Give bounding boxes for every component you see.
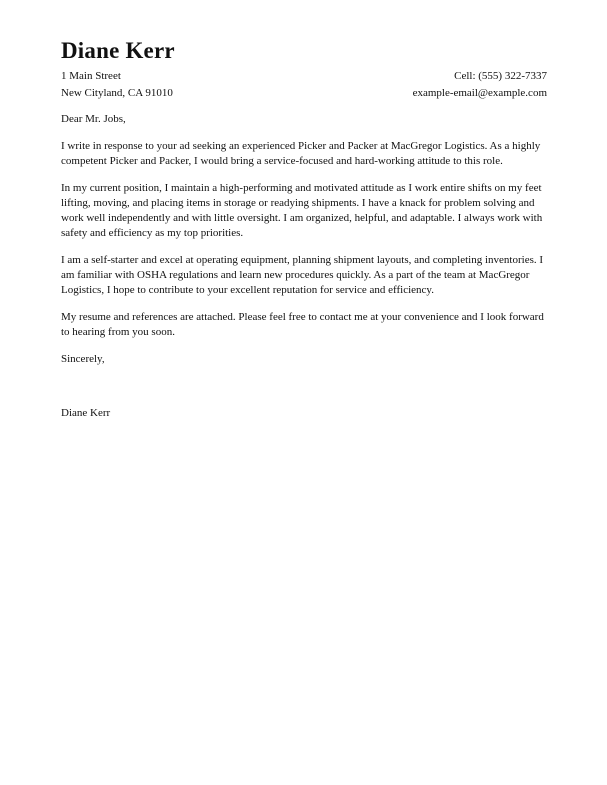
- email-address: example-email@example.com: [412, 87, 547, 99]
- phone-number: Cell: (555) 322-7337: [454, 70, 547, 82]
- paragraph-current-position: In my current position, I maintain a high-performing and motivated attitude as I work entire shifts on my feet lifting, moving, and placing items in storage or readying shipments. I have a knack for problem solving and work well independently and with little oversight. I am organized, helpful, and adaptable. I always work with safety and efficiency as my top priorities.: [61, 182, 543, 239]
- salutation: Dear Mr. Jobs,: [61, 113, 126, 125]
- address-line-2: New Cityland, CA 91010: [61, 87, 173, 99]
- cover-letter-page: [61, 38, 547, 419]
- signature: Diane Kerr: [61, 407, 111, 419]
- letter-body: [61, 112, 551, 433]
- contact-block: [61, 68, 547, 102]
- closing: Sincerely,: [61, 353, 105, 365]
- address-line-1: 1 Main Street: [61, 70, 121, 82]
- paragraph-skills: I am a self-starter and excel at operating equipment, planning shipment layouts, and completing inventories. I am familiar with OSHA regulations and learn new procedures quickly. As a part of the team at MacGregor Logistics, I hope to contribute to your excellent reputation for service and efficiency.: [61, 254, 544, 296]
- paragraph-intro: I write in response to your ad seeking an experienced Picker and Packer at MacGregor Logistics. As a highly competent Picker and Packer, I would bring a service-focused and hard-working attitude to this role.: [61, 140, 541, 167]
- applicant-name: Diane Kerr: [61, 38, 175, 63]
- paragraph-closing-remarks: My resume and references are attached. Please feel free to contact me at your convenience and I look forward to hearing from you soon.: [61, 311, 544, 338]
